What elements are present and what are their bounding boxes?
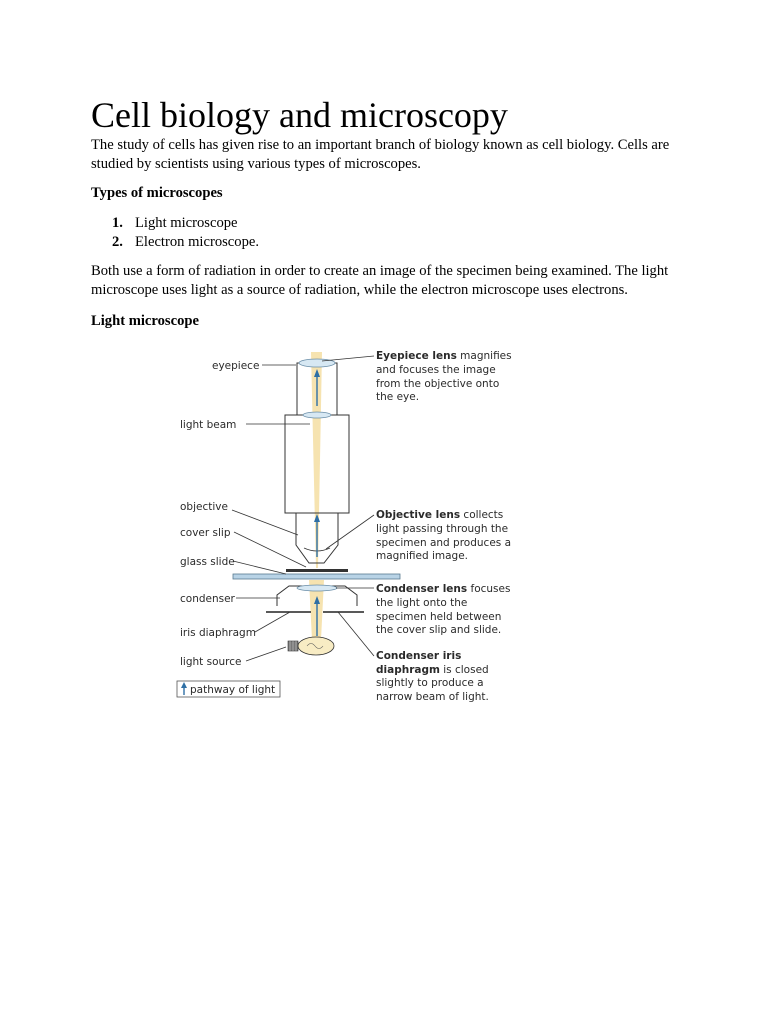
radiation-paragraph: Both use a form of radiation in order to create an image of the specimen being examined. The light microscope uses light as a source of radiation, while the electron microscope uses electrons. <box>91 263 669 298</box>
label-iris-diaphragm: iris diaphragm <box>180 627 256 639</box>
page-title: Cell biology and microscopy <box>91 95 508 135</box>
svg-text:magnified image.: magnified image. <box>376 550 469 562</box>
leader-lines <box>232 356 374 661</box>
cover-slip <box>286 569 348 572</box>
svg-text:and focuses the image: and focuses the image <box>376 364 496 376</box>
objective-lens-term: Objective lens <box>376 509 461 521</box>
svg-text:slightly to produce a: slightly to produce a <box>376 677 484 689</box>
svg-text:specimen and produces a: specimen and produces a <box>376 537 512 549</box>
list-number: 1. <box>112 215 123 231</box>
svg-text:narrow beam of light.: narrow beam of light. <box>376 691 489 703</box>
svg-text:diaphragm is closed: diaphragm is closed <box>376 664 489 676</box>
condenser-lens-term: Condenser lens <box>376 583 468 595</box>
svg-text:the cover slip and slide.: the cover slip and slide. <box>376 624 502 636</box>
svg-text:Condenser lens focuses: Condenser lens focuses <box>376 583 511 595</box>
condenser-iris-description <box>376 650 489 703</box>
intro-paragraph: The study of cells has given rise to an important branch of biology known as cell biology. Cells are studied by scientists using various types of microscopes. <box>91 137 670 172</box>
legend-label: pathway of light <box>190 684 276 696</box>
svg-text:Eyepiece lens magnifies: Eyepiece lens magnifies <box>376 350 512 362</box>
svg-text:Objective lens collects: Objective lens collects <box>376 509 504 521</box>
condenser-iris-term: Condenser iris <box>376 650 462 662</box>
label-light-beam: light beam <box>180 419 237 431</box>
light-microscope-heading: Light microscope <box>91 313 199 329</box>
label-glass-slide: glass slide <box>180 556 235 568</box>
svg-text:the eye.: the eye. <box>376 391 420 403</box>
list-number: 2. <box>112 234 123 250</box>
label-cover-slip: cover slip <box>180 527 231 539</box>
eyepiece-lens-term: Eyepiece lens <box>376 350 457 362</box>
list-text: Light microscope <box>135 215 238 231</box>
objective-lens-description <box>376 509 511 562</box>
types-heading: Types of microscopes <box>91 185 223 201</box>
pathway-legend <box>177 681 280 697</box>
label-condenser: condenser <box>180 593 235 605</box>
condenser-lens-description <box>376 583 510 636</box>
svg-text:specimen held between: specimen held between <box>376 611 502 623</box>
svg-text:light passing through the: light passing through the <box>376 523 509 535</box>
list-text: Electron microscope. <box>135 234 259 250</box>
label-objective: objective <box>180 501 228 513</box>
svg-text:from the objective onto: from the objective onto <box>376 378 500 390</box>
eyepiece-lens-description <box>376 350 512 403</box>
field-lens <box>303 412 331 418</box>
label-light-source: light source <box>180 656 242 668</box>
label-eyepiece: eyepiece <box>212 360 260 372</box>
glass-slide <box>233 574 400 579</box>
light-bulb <box>288 637 334 655</box>
svg-text:the light onto the: the light onto the <box>376 597 468 609</box>
